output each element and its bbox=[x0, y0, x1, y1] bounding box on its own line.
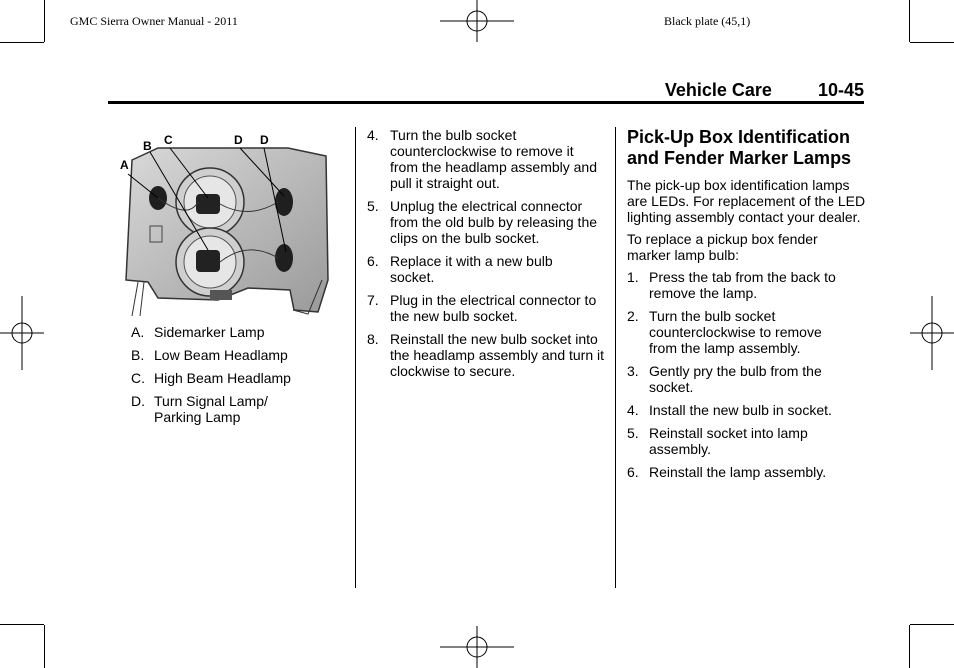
list-item bbox=[627, 308, 867, 356]
step-number: 1. bbox=[627, 269, 639, 285]
running-header bbox=[665, 80, 864, 101]
list-item bbox=[627, 363, 867, 395]
step-number: 2. bbox=[627, 308, 639, 324]
step-text: Gently pry the bulb from the socket. bbox=[649, 363, 822, 395]
step-number: 5. bbox=[367, 198, 379, 214]
figure-legend bbox=[131, 324, 341, 432]
callout-b: B bbox=[143, 139, 152, 153]
callout-a: A bbox=[120, 158, 129, 172]
list-item bbox=[131, 324, 341, 340]
headlamp-diagram bbox=[118, 130, 332, 316]
step-number: 4. bbox=[627, 402, 639, 418]
legend-text: Low Beam Headlamp bbox=[154, 347, 288, 363]
list-item bbox=[367, 198, 605, 246]
step-text: Reinstall the lamp assembly. bbox=[649, 464, 827, 480]
step-number: 6. bbox=[627, 464, 639, 480]
step-text: Replace it with a new bulb socket. bbox=[390, 253, 553, 285]
list-item bbox=[131, 370, 341, 386]
list-item bbox=[367, 127, 605, 191]
header-rule bbox=[108, 101, 864, 104]
step-number: 5. bbox=[627, 425, 639, 441]
callout-c: C bbox=[164, 133, 173, 147]
step-text: Turn the bulb socket counterclockwise to remove from the lamp assembly. bbox=[649, 308, 822, 356]
callout-d-2: D bbox=[260, 133, 269, 147]
step-number: 8. bbox=[367, 331, 379, 347]
instruction-paragraph: To replace a pickup box fender marker lamp bulb: bbox=[627, 231, 818, 263]
list-item bbox=[627, 425, 867, 457]
step-text: Reinstall socket into lamp assembly. bbox=[649, 425, 808, 457]
legend-key: A. bbox=[131, 324, 145, 340]
column-divider-2 bbox=[615, 127, 616, 588]
list-item bbox=[627, 402, 867, 418]
list-item bbox=[367, 253, 605, 285]
legend-key: D. bbox=[131, 393, 145, 409]
column-divider-1 bbox=[355, 127, 356, 588]
list-item bbox=[131, 347, 341, 363]
section-title: Vehicle Care bbox=[664, 80, 772, 100]
step-text: Unplug the electrical connector from the old bulb by releasing the clips on the bulb socket. bbox=[390, 198, 598, 246]
list-item bbox=[627, 269, 867, 301]
headlamp-steps bbox=[367, 127, 605, 386]
registration-mark-left bbox=[0, 296, 44, 370]
plate-right: Black plate (45,1) bbox=[664, 14, 751, 28]
legend-text: Sidemarker Lamp bbox=[154, 324, 265, 340]
callout-d-1: D bbox=[234, 133, 243, 147]
legend-text: High Beam Headlamp bbox=[154, 370, 291, 386]
plate-left: GMC Sierra Owner Manual - 2011 bbox=[70, 14, 238, 28]
step-text: Plug in the electrical connector to the new bulb socket. bbox=[390, 292, 597, 324]
registration-mark-bottom bbox=[440, 626, 514, 668]
list-item bbox=[131, 393, 341, 425]
registration-mark-top bbox=[440, 0, 514, 42]
page-number: 10-45 bbox=[817, 80, 864, 100]
legend-text: Turn Signal Lamp/ Parking Lamp bbox=[154, 393, 268, 425]
step-number: 4. bbox=[367, 127, 379, 143]
step-text: Press the tab from the back to remove the lamp. bbox=[649, 269, 836, 301]
intro-paragraph: The pick-up box identification lamps are LEDs. For replacement of the LED lighting assembly contact your dealer. bbox=[627, 177, 866, 225]
section-heading: Pick-Up Box Identification and Fender Marker Lamps bbox=[627, 127, 852, 168]
step-number: 6. bbox=[367, 253, 379, 269]
marker-lamp-steps bbox=[627, 269, 867, 480]
list-item bbox=[627, 464, 867, 480]
step-text: Reinstall the new bulb socket into the headlamp assembly and turn it clockwise to secure. bbox=[390, 331, 605, 379]
list-item bbox=[367, 292, 605, 324]
legend-key: C. bbox=[131, 370, 145, 386]
registration-mark-right bbox=[910, 296, 954, 370]
step-number: 3. bbox=[627, 363, 639, 379]
legend-key: B. bbox=[131, 347, 145, 363]
step-text: Install the new bulb in socket. bbox=[649, 402, 832, 418]
step-text: Turn the bulb socket counterclockwise to remove it from the headlamp assembly and pull it straight out. bbox=[390, 127, 597, 191]
list-item bbox=[367, 331, 605, 379]
right-column bbox=[627, 127, 867, 487]
step-number: 7. bbox=[367, 292, 379, 308]
